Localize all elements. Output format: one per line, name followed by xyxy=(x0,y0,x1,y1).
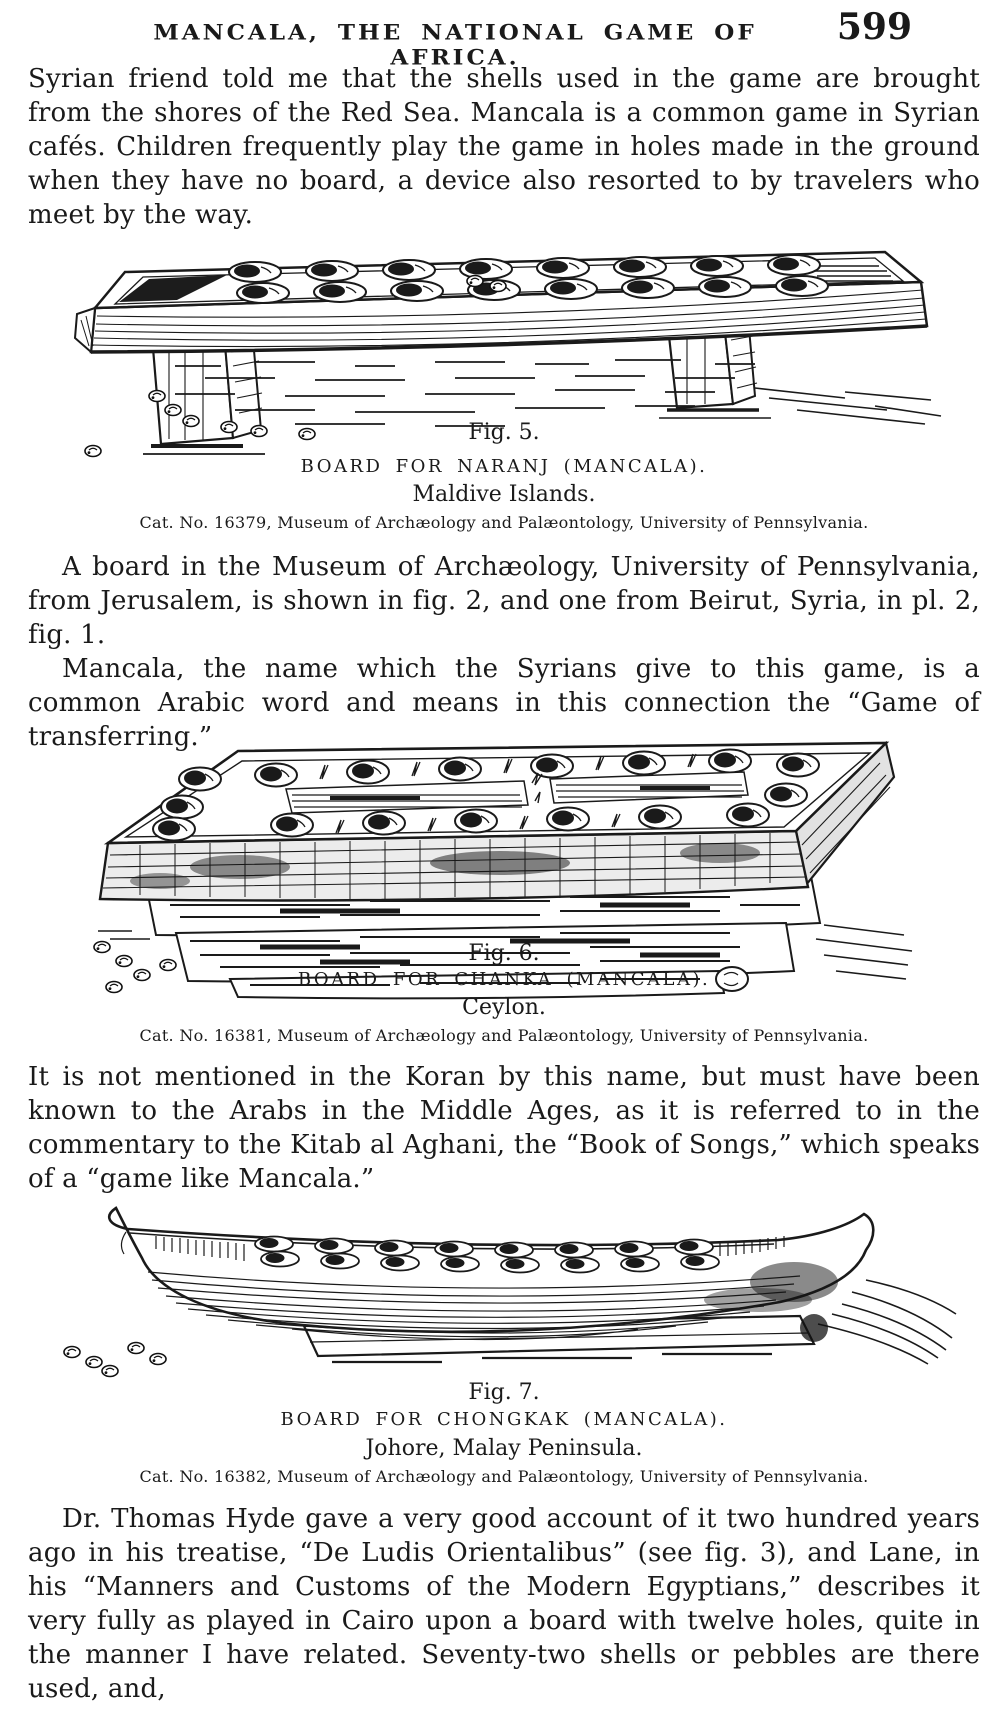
fig7-shells xyxy=(64,1343,166,1377)
fig5-title: BOARD FOR NARANJ (MANCALA). xyxy=(300,456,708,477)
paragraph-3: Mancala, the name which the Syrians give to this game, is a common Arabic word and means in this connection the “Game of transferring.” xyxy=(28,654,980,752)
paragraph-2: A board in the Museum of Archæology, University of Pennsylvania, from Jerusalem, is shown in fig. 2, and one from Beirut, Syria, in pl. 2, fig. 1. xyxy=(28,552,980,650)
fig7-label: Fig. 7. xyxy=(468,1380,540,1405)
fig7-catalog: Cat. No. 16382, Museum of Archæology and Palæontology, University of Pennsylvania. xyxy=(139,1467,869,1486)
fig6-title: BOARD FOR CHANKA (MANCALA). xyxy=(297,969,711,990)
fig5-origin: Maldive Islands. xyxy=(412,482,596,507)
running-header-title: MANCALA, THE NATIONAL GAME OF AFRICA. xyxy=(153,20,757,70)
fig6-catalog: Cat. No. 16381, Museum of Archæology and Palæontology, University of Pennsylvania. xyxy=(139,1026,869,1045)
paragraph-4: It is not mentioned in the Koran by this name, but must have been known to the Arabs in the Middle Ages, as it is referred to in the commentary to the Kitab al Aghani, the “Book of Songs,” which speaks of a “game like Mancala.” xyxy=(28,1062,980,1194)
fig6-label: Fig. 6. xyxy=(468,941,540,966)
fig7-shadow xyxy=(818,1280,956,1364)
fig5-catalog: Cat. No. 16379, Museum of Archæology and Palæontology, University of Pennsylvania. xyxy=(139,513,869,532)
fig6-origin: Ceylon. xyxy=(462,995,546,1020)
fig5-ground-hatching xyxy=(175,360,941,426)
fig5-board xyxy=(75,252,927,352)
paragraph-1: Syrian friend told me that the shells used in the game are brought from the shores of the Red Sea. Mancala is a common game in Syrian cafés. Children frequently play the game in holes made in the ground when they have no board, a device also resorted to by travelers who meet by the way. xyxy=(28,64,980,230)
fig6-illustration xyxy=(80,735,920,1007)
fig7-title: BOARD FOR CHONGKAK (MANCALA). xyxy=(280,1409,728,1430)
paragraph-5: Dr. Thomas Hyde gave a very good account of it two hundred years ago in his treatise, “De Ludis Orientalibus” (see fig. 3), and Lane, in his “Manners and Customs of the Modern Egyptians,” describes it very fully as played in Cairo upon a board with twelve holes, quite in the manner I have related. Seventy-two shells or pebbles are there used, and, xyxy=(28,1504,980,1704)
fig7-origin: Johore, Malay Peninsula. xyxy=(365,1436,643,1461)
fig7-illustration xyxy=(52,1196,960,1384)
fig5-label: Fig. 5. xyxy=(468,420,540,445)
page-number: 599 xyxy=(836,6,912,48)
fig6-board xyxy=(100,743,894,901)
